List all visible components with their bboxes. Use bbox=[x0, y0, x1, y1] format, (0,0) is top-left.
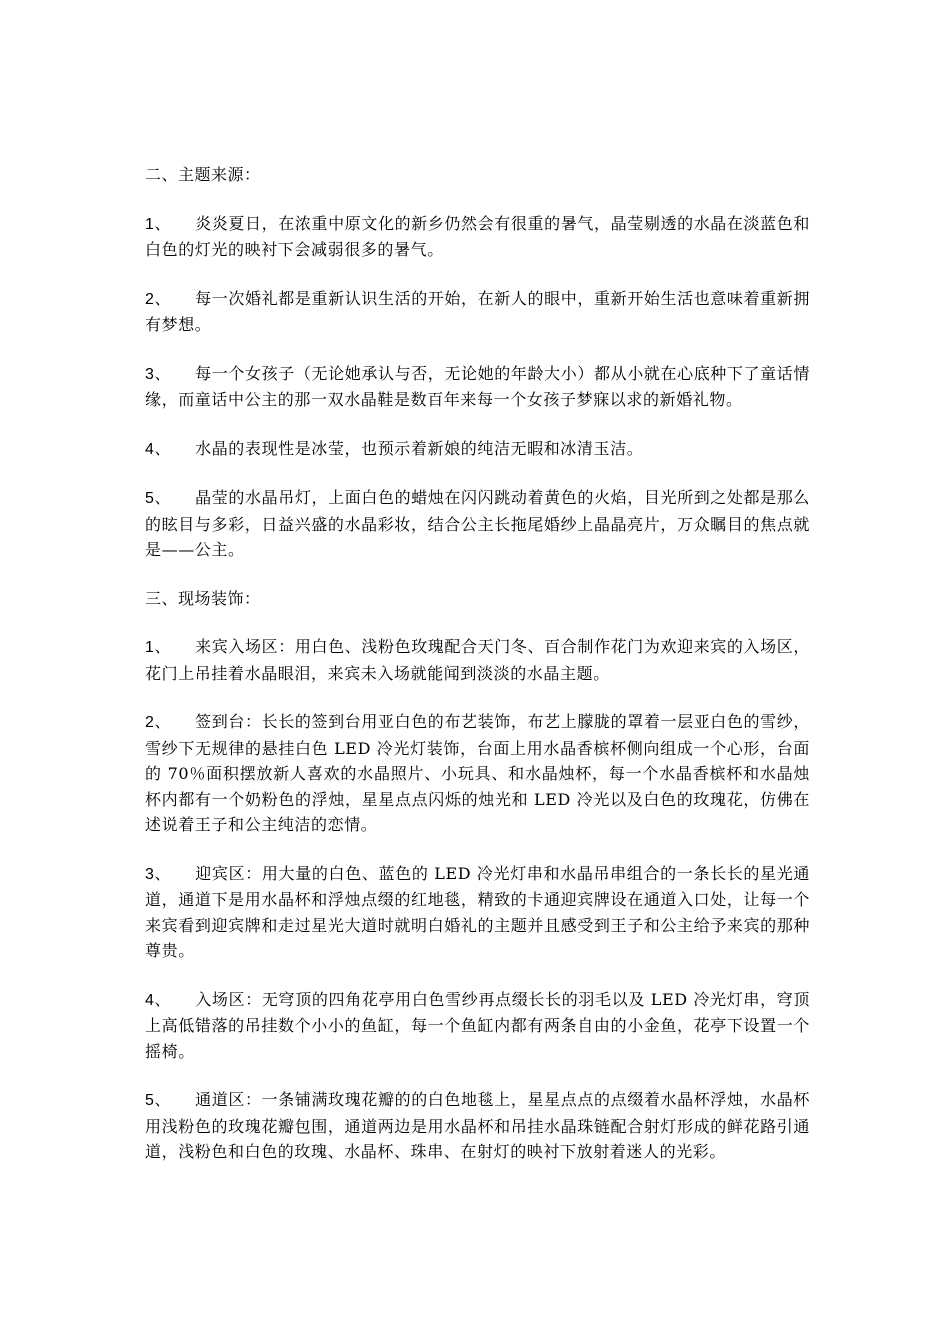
paragraph-theme-4 bbox=[145, 436, 810, 463]
item-number: 2、 bbox=[145, 714, 172, 731]
section-heading-decoration: 三、现场装饰： bbox=[145, 588, 261, 608]
paragraph-text: 通道区：一条铺满玫瑰花瓣的的白色地毯上，星星点点的点缀着水晶杯浮烛，水晶杯用浅粉色的玫瑰花瓣包围，通道两边是用水晶杯和吊挂水晶珠链配合射灯形成的鲜花路引通道，浅粉色和白色的玫瑰、水晶杯、珠串、在射灯的映衬下放射着迷人的光彩。 bbox=[145, 1090, 810, 1161]
paragraph-theme-2 bbox=[145, 286, 810, 338]
paragraph-text: 水晶的表现性是冰莹，也预示着新娘的纯洁无暇和冰清玉洁。 bbox=[195, 438, 644, 458]
paragraph-theme-1 bbox=[145, 211, 810, 263]
paragraph-theme-5 bbox=[145, 485, 810, 563]
paragraph-text: 炎炎夏日，在浓重中原文化的新乡仍然会有很重的暑气，晶莹剔透的水晶在淡蓝色和白色的灯光的映衬下会减弱很多的暑气。 bbox=[145, 213, 810, 259]
paragraph-text: 每一个女孩子（无论她承认与否，无论她的年龄大小）都从小就在心底种下了童话情缘，而童话中公主的那一双水晶鞋是数百年来每一个女孩子梦寐以求的新婚礼物。 bbox=[145, 363, 810, 409]
paragraph-text: 晶莹的水晶吊灯，上面白色的蜡烛在闪闪跳动着黄色的火焰，目光所到之处都是那么的眩目与多彩，日益兴盛的水晶彩妆，结合公主长拖尾婚纱上晶晶亮片，万众瞩目的焦点就是——公主。 bbox=[145, 488, 810, 559]
item-number: 5、 bbox=[145, 1092, 172, 1109]
item-number: 4、 bbox=[145, 991, 172, 1009]
paragraph-text: 迎宾区：用大量的白色、蓝色的 LED 冷光灯串和水晶吊串组合的一条长长的星光通道，通道下是用水晶杯和浮烛点缀的红地毯，精致的卡通迎宾牌设在通道入口处，让每一个来宾看到迎宾牌和走过星光大道时就明白婚礼的主题并且感受到王子和公主给予来宾的那种尊贵。 bbox=[145, 863, 810, 960]
item-number: 1、 bbox=[145, 639, 172, 656]
paragraph-decoration-2 bbox=[145, 709, 810, 838]
paragraph-decoration-1 bbox=[145, 634, 810, 686]
document-page bbox=[145, 162, 810, 1188]
paragraph-text: 每一次婚礼都是重新认识生活的开始，在新人的眼中，重新开始生活也意味着重新拥有梦想。 bbox=[145, 288, 810, 334]
item-number: 3、 bbox=[145, 365, 172, 383]
paragraph-text: 来宾入场区：用白色、浅粉色玫瑰配合天门冬、百合制作花门为欢迎来宾的入场区，花门上吊挂着水晶眼泪，来宾未入场就能闻到淡淡的水晶主题。 bbox=[145, 637, 810, 683]
paragraph-decoration-3 bbox=[145, 861, 810, 964]
paragraph-theme-3 bbox=[145, 361, 810, 413]
paragraph-decoration-4 bbox=[145, 987, 810, 1065]
item-number: 3、 bbox=[145, 865, 172, 883]
paragraph-decoration-5 bbox=[145, 1087, 810, 1165]
paragraph-text: 入场区：无穹顶的四角花亭用白色雪纱再点缀长长的羽毛以及 LED 冷光灯串，穹顶上高低错落的吊挂数个小小的鱼缸，每一个鱼缸内都有两条自由的小金鱼，花亭下设置一个摇椅。 bbox=[145, 989, 810, 1061]
section-heading-theme-source: 二、主题来源： bbox=[145, 165, 261, 184]
item-number: 5、 bbox=[145, 490, 172, 507]
item-number: 4、 bbox=[145, 440, 172, 458]
paragraph-text: 签到台：长长的签到台用亚白色的布艺装饰，布艺上朦胧的罩着一层亚白色的雪纱，雪纱下无规律的悬挂白色 LED 冷光灯装饰，台面上用水晶香槟杯侧向组成一个心形，台面的 70％面积摆放新人喜欢的水晶照片、小玩具、和水晶烛杯，每一个水晶香槟杯和水晶烛杯内都有一个奶粉色的浮烛，星星点点闪烁的烛光和 LED 冷光以及白色的玫瑰花，仿佛在述说着王子和公主纯洁的恋情。 bbox=[145, 712, 810, 834]
item-number: 2、 bbox=[145, 290, 172, 308]
item-number: 1、 bbox=[145, 215, 172, 233]
